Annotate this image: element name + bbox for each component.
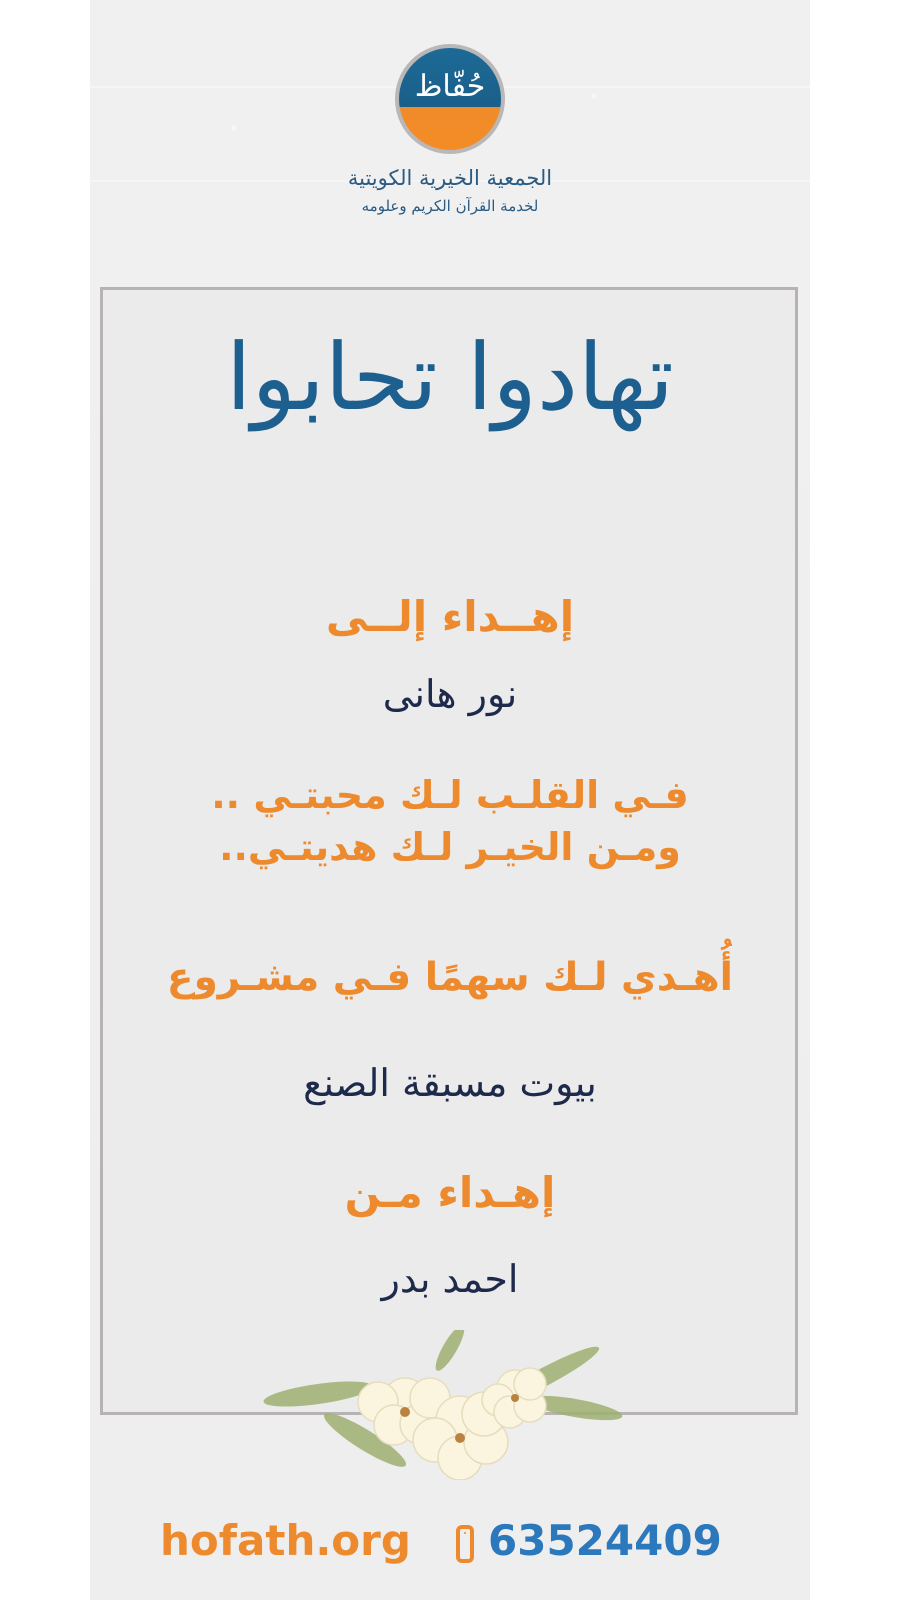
project-name: بيوت مسبقة الصنع: [303, 1061, 597, 1105]
left-gutter: [0, 0, 90, 1600]
gift-card: [90, 0, 810, 1600]
logo-mark: حُفّاظ: [414, 69, 486, 104]
logo-circle: [395, 44, 505, 154]
organization-name: الجمعية الخيرية الكويتية: [347, 166, 553, 190]
recipient-name: نور هانى: [382, 672, 518, 716]
dedication-text: أُهـدي لـك سهمًا فـي مشـروع: [166, 955, 734, 1000]
gift-to-label: إهــداء إلــى: [325, 592, 575, 641]
phone-icon: [456, 1525, 474, 1563]
gift-from-label: إهـداء مـن: [344, 1168, 556, 1217]
verse-line-2: ومـن الخيـر لـك هديتـي..: [219, 825, 681, 869]
organization-logo: [90, 44, 810, 215]
phone-number: 63524409: [488, 1516, 722, 1565]
footer: [90, 1516, 810, 1580]
website-text: hofath.org: [160, 1516, 411, 1565]
right-gutter: [810, 0, 900, 1600]
flower-decoration-icon: [260, 1330, 640, 1480]
verse-line-1: فـي القلـب لـك محبتـي ..: [211, 773, 689, 817]
organization-tagline: لخدمة القرآن الكريم وعلومه: [361, 197, 539, 216]
headline-calligraphy: تهادوا تحابوا: [226, 324, 674, 431]
sender-name: احمد بدر: [381, 1257, 519, 1301]
